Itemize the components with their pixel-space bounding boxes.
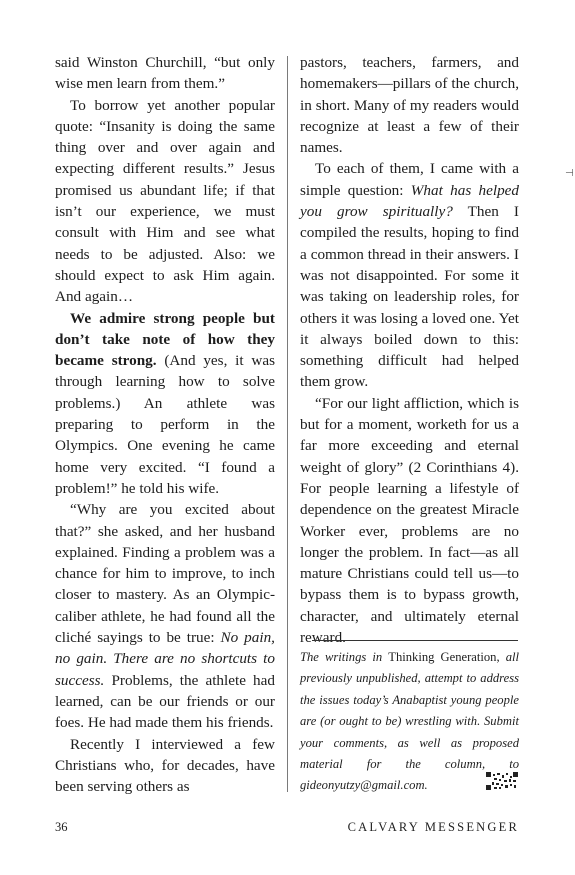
italic-sayings: No pain, no gain. There are no shortcuts to success.: [55, 629, 275, 689]
page-number: 36: [55, 820, 68, 834]
left-paragraph-4: [55, 499, 275, 733]
paragraph-text: (And yes, it was through learning how to solve problems.) An athlete was preparing to perform in the Olympics. One evening he came home very excited. “I found a problem!” he told his wife.: [55, 352, 275, 497]
note-rule: [312, 640, 518, 641]
column-title: Thinking Generation,: [388, 650, 500, 664]
qr-code-icon: [486, 772, 518, 790]
left-paragraph-5: Recently I interviewed a few Christians who, for decades, have been serving others as: [55, 735, 275, 796]
margin-mark-icon: ⊣: [565, 168, 574, 179]
right-paragraph-2: [300, 158, 519, 392]
paragraph-text: Then I compiled the results, hoping to find a common thread in their answers. I was not disappointed. For some it was taking on leadership roles, for others it was losing a loved one. Yet it always boiled down to this: something difficult had helped them grow.: [300, 203, 519, 391]
paragraph-text: “Why are you excited about that?” she asked, and her husband explained. Finding a problem was a chance for him to improve, to inch closer to mastery. As an Olympic-caliber athlete, he had found all the cliché sayings to be true:: [55, 501, 275, 647]
bold-lead-sentence: We admire strong people but don’t take note of how they became strong.: [55, 309, 275, 370]
right-column: [300, 52, 519, 648]
left-paragraph-2: To borrow yet another popular quote: “Insanity is doing the same thing over and over again and expecting different results.” Jesus promised us abundant life; if that isn’t our experience, we must consult with Him and see what needs to be adjusted. Also: we should expect to ask Him again. And again…: [55, 96, 275, 306]
left-paragraph-3: [55, 308, 275, 500]
note-text-b: all previously unpublished, attempt to address the issues today’s Anabaptist young people are (or ought to be) wrestling with. Submit your comments, as well as proposed material for the column, to gideonyutzy@gmail.com.: [300, 650, 519, 793]
italic-question: What has helped you grow spiritually?: [300, 181, 520, 221]
left-paragraph-1: said Winston Churchill, “but only wise men learn from them.”: [55, 54, 275, 93]
column-divider: [287, 56, 288, 792]
right-paragraph-1: pastors, teachers, farmers, and homemakers—pillars of the church, in short. Many of my readers would recognize at least a few of their names.: [300, 54, 519, 157]
left-column: [55, 52, 275, 797]
paragraph-text: To each of them, I came with a simple question:: [300, 160, 519, 199]
right-paragraph-3: “For our light affliction, which is but for a moment, worketh for us a far more exceeding and eternal weight of glory” (2 Corinthians 4). For people learning a lifestyle of dependence on the greatest Miracle Worker ever, problems are no longer the problem. In fact—as all mature Christians could tell us—to bypass them is to bypass growth, character, and ultimately eternal reward.: [300, 394, 519, 647]
note-text-a: The writings in: [300, 650, 389, 664]
paragraph-text: Problems, the athlete had learned, can be our friends or our foes. He had made them his friends.: [55, 671, 275, 732]
running-head: CALVARY MESSENGER: [347, 820, 519, 834]
